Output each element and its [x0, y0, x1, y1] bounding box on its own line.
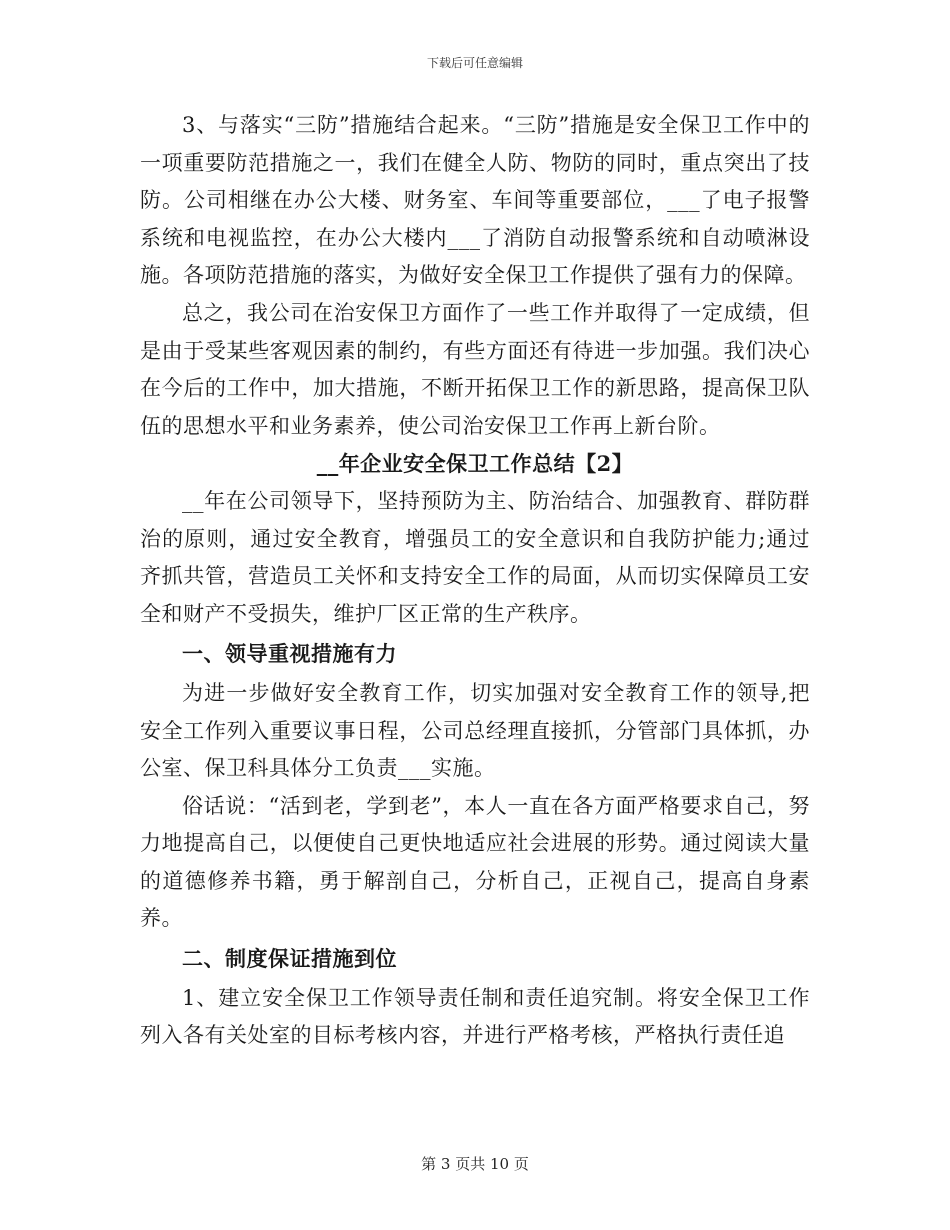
paragraph-summary: 总之，我公司在治安保卫方面作了一些工作并取得了一定成绩，但是由于受某些客观因素的制约，有些方面还有待进一步加强。我们决心在今后的工作中，加大措施，不断开拓保卫工作的新思路，提高保卫队伍的思想水平和业务素养，使公司治安保卫工作再上新台阶。	[140, 300, 810, 438]
page-header: 下载后可任意编辑	[426, 56, 523, 70]
paragraph-responsibility: 1、建立安全保卫工作领导责任制和责任追究制。将安全保卫工作列入各有关处室的目标考核内容，并进行严格考核，严格执行责任追	[140, 985, 810, 1048]
heading-system: 二、制度保证措施到位	[182, 946, 397, 972]
section-title: __年企业安全保卫工作总结【2】	[316, 451, 634, 477]
heading-leadership: 一、领导重视措施有力	[182, 641, 397, 667]
paragraph-three-defenses: 3、与落实“三防”措施结合起来。“三防”措施是安全保卫工作中的一项重要防范措施之一，我们在健全人防、物防的同时，重点突出了技防。公司相继在办公大楼、财务室、车间等重要部位，___了电子报警系统和电视监控，在办公大楼内___了消防自动报警系统和自动喷淋设施。各项防范措施的落实，为做好安全保卫工作提供了强有力的保障。	[140, 113, 810, 288]
paragraph-intro: __年在公司领导下，坚持预防为主、防治结合、加强教育、群防群治的原则，通过安全教育，增强员工的安全意识和自我防护能力;通过齐抓共管，营造员工关怀和支持安全工作的局面，从而切实保障员工安全和财产不受损失，维护厂区正常的生产秩序。	[140, 488, 810, 626]
paragraph-self-improvement: 俗话说：“活到老，学到老”，本人一直在各方面严格要求自己，努力地提高自己，以便使自己更快地适应社会进展的形势。通过阅读大量的道德修养书籍，勇于解剖自己，分析自己，正视自己，提高自身素养。	[140, 793, 810, 931]
paragraph-leadership: 为进一步做好安全教育工作，切实加强对安全教育工作的领导,把安全工作列入重要议事日程，公司总经理直接抓，分管部门具体抓，办公室、保卫科具体分工负责___实施。	[140, 680, 810, 781]
page-number: 第 3 页共 10 页	[421, 1155, 529, 1173]
document-body	[140, 107, 810, 1055]
